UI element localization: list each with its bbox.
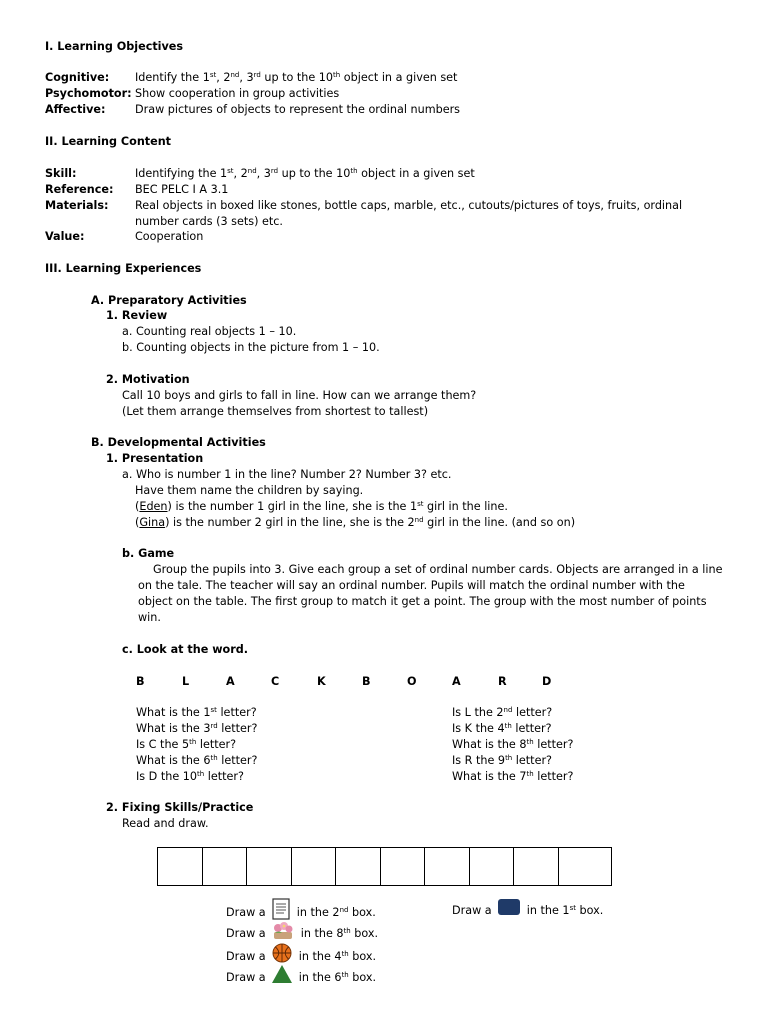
motivation-line-2: (Let them arrange themselves from shortest to tallest)	[122, 405, 429, 418]
question-right: What is the 8th letter?	[452, 738, 574, 751]
game-line-4: win.	[138, 611, 161, 624]
value-label: Value:	[45, 230, 85, 243]
review-item-b: b. Counting objects in the picture from 1 – 10.	[122, 341, 380, 354]
content-heading: II. Learning Content	[45, 135, 172, 148]
drawing-box[interactable]	[514, 848, 559, 885]
reference-text: BEC PELC I A 3.1	[135, 183, 229, 196]
letter: D	[542, 675, 552, 688]
letter: R	[498, 675, 507, 688]
game-line-1: Group the pupils into 3. Give each group a set of ordinal number cards. Objects are arranged in a line	[153, 563, 723, 576]
drawing-box[interactable]	[292, 848, 337, 885]
gina-sentence: (Gina) is the number 2 girl in the line, she is the 2nd girl in the line. (and so on)	[135, 516, 576, 529]
letter: B	[136, 675, 145, 688]
presentation-item-a: a. Who is number 1 in the line? Number 2? Number 3? etc.	[122, 468, 452, 481]
eden-sentence: (Eden) is the number 1 girl in the line, she is the 1st girl in the line.	[135, 500, 508, 513]
motivation-line-1: Call 10 boys and girls to fall in line. How can we arrange them?	[122, 389, 477, 402]
preparatory-heading: A. Preparatory Activities	[91, 294, 247, 307]
drawing-box[interactable]	[425, 848, 470, 885]
reference-label: Reference:	[45, 183, 114, 196]
game-line-2: on the tale. The teacher will say an ordinal number. Pupils will match the ordinal number with the	[138, 579, 685, 592]
draw-instruction: Draw a in the 2nd box.	[226, 898, 376, 928]
draw-instruction: Draw a in the 1st box.	[452, 898, 603, 924]
letter: B	[362, 675, 371, 688]
materials-line-1: Real objects in boxed like stones, bottle caps, marble, etc., cutouts/pictures of toys, fruits, ordinal	[135, 199, 683, 212]
question-right: Is L the 2nd letter?	[452, 706, 553, 719]
letter: A	[226, 675, 235, 688]
question-right: What is the 7th letter?	[452, 770, 574, 783]
drawing-box[interactable]	[247, 848, 292, 885]
letter: K	[317, 675, 326, 688]
game-heading: b. Game	[122, 547, 175, 560]
cognitive-label: Cognitive:	[45, 71, 110, 84]
materials-label: Materials:	[45, 199, 109, 212]
question-left: Is D the 10th letter?	[136, 770, 244, 783]
blue-box-icon	[497, 898, 521, 924]
draw-instruction: Draw a in the 4th box.	[226, 942, 376, 972]
letter: A	[452, 675, 461, 688]
skill-label: Skill:	[45, 167, 77, 180]
drawing-box[interactable]	[203, 848, 248, 885]
review-heading: 1. Review	[106, 309, 168, 322]
psychomotor-text: Show cooperation in group activities	[135, 87, 340, 100]
drawing-box[interactable]	[559, 848, 611, 885]
materials-line-2: number cards (3 sets) etc.	[135, 215, 283, 228]
psychomotor-label: Psychomotor:	[45, 87, 132, 100]
question-right: Is R the 9th letter?	[452, 754, 552, 767]
letter: O	[407, 675, 417, 688]
drawing-boxes-row	[157, 847, 612, 886]
affective-label: Affective:	[45, 103, 106, 116]
experiences-heading: III. Learning Experiences	[45, 262, 202, 275]
drawing-box[interactable]	[336, 848, 381, 885]
review-item-a: a. Counting real objects 1 – 10.	[122, 325, 297, 338]
draw-instruction: Draw a in the 6th box.	[226, 964, 376, 992]
presentation-instruction: Have them name the children by saying.	[135, 484, 364, 497]
fixing-instruction: Read and draw.	[122, 817, 209, 830]
question-left: What is the 6th letter?	[136, 754, 258, 767]
drawing-box[interactable]	[470, 848, 515, 885]
cognitive-text: Identify the 1st, 2nd, 3rd up to the 10th object in a given set	[135, 71, 458, 84]
letter: C	[271, 675, 280, 688]
developmental-heading: B. Developmental Activities	[91, 436, 266, 449]
draw-instruction: Draw a in the 8th box.	[226, 920, 378, 948]
fixing-heading: 2. Fixing Skills/Practice	[106, 801, 254, 814]
presentation-heading: 1. Presentation	[106, 452, 204, 465]
triangle-icon	[271, 964, 293, 992]
question-left: What is the 1st letter?	[136, 706, 257, 719]
affective-text: Draw pictures of objects to represent the ordinal numbers	[135, 103, 461, 116]
skill-text: Identifying the 1st, 2nd, 3rd up to the 10th object in a given set	[135, 167, 475, 180]
letter: L	[182, 675, 190, 688]
value-text: Cooperation	[135, 230, 204, 243]
question-left: Is C the 5th letter?	[136, 738, 237, 751]
question-left: What is the 3rd letter?	[136, 722, 258, 735]
game-line-3: object on the table. The first group to match it get a point. The group with the most number of points	[138, 595, 707, 608]
question-right: Is K the 4th letter?	[452, 722, 552, 735]
drawing-box[interactable]	[381, 848, 426, 885]
motivation-heading: 2. Motivation	[106, 373, 190, 386]
look-heading: c. Look at the word.	[122, 643, 248, 656]
objectives-heading: I. Learning Objectives	[45, 40, 184, 53]
drawing-box[interactable]	[158, 848, 203, 885]
